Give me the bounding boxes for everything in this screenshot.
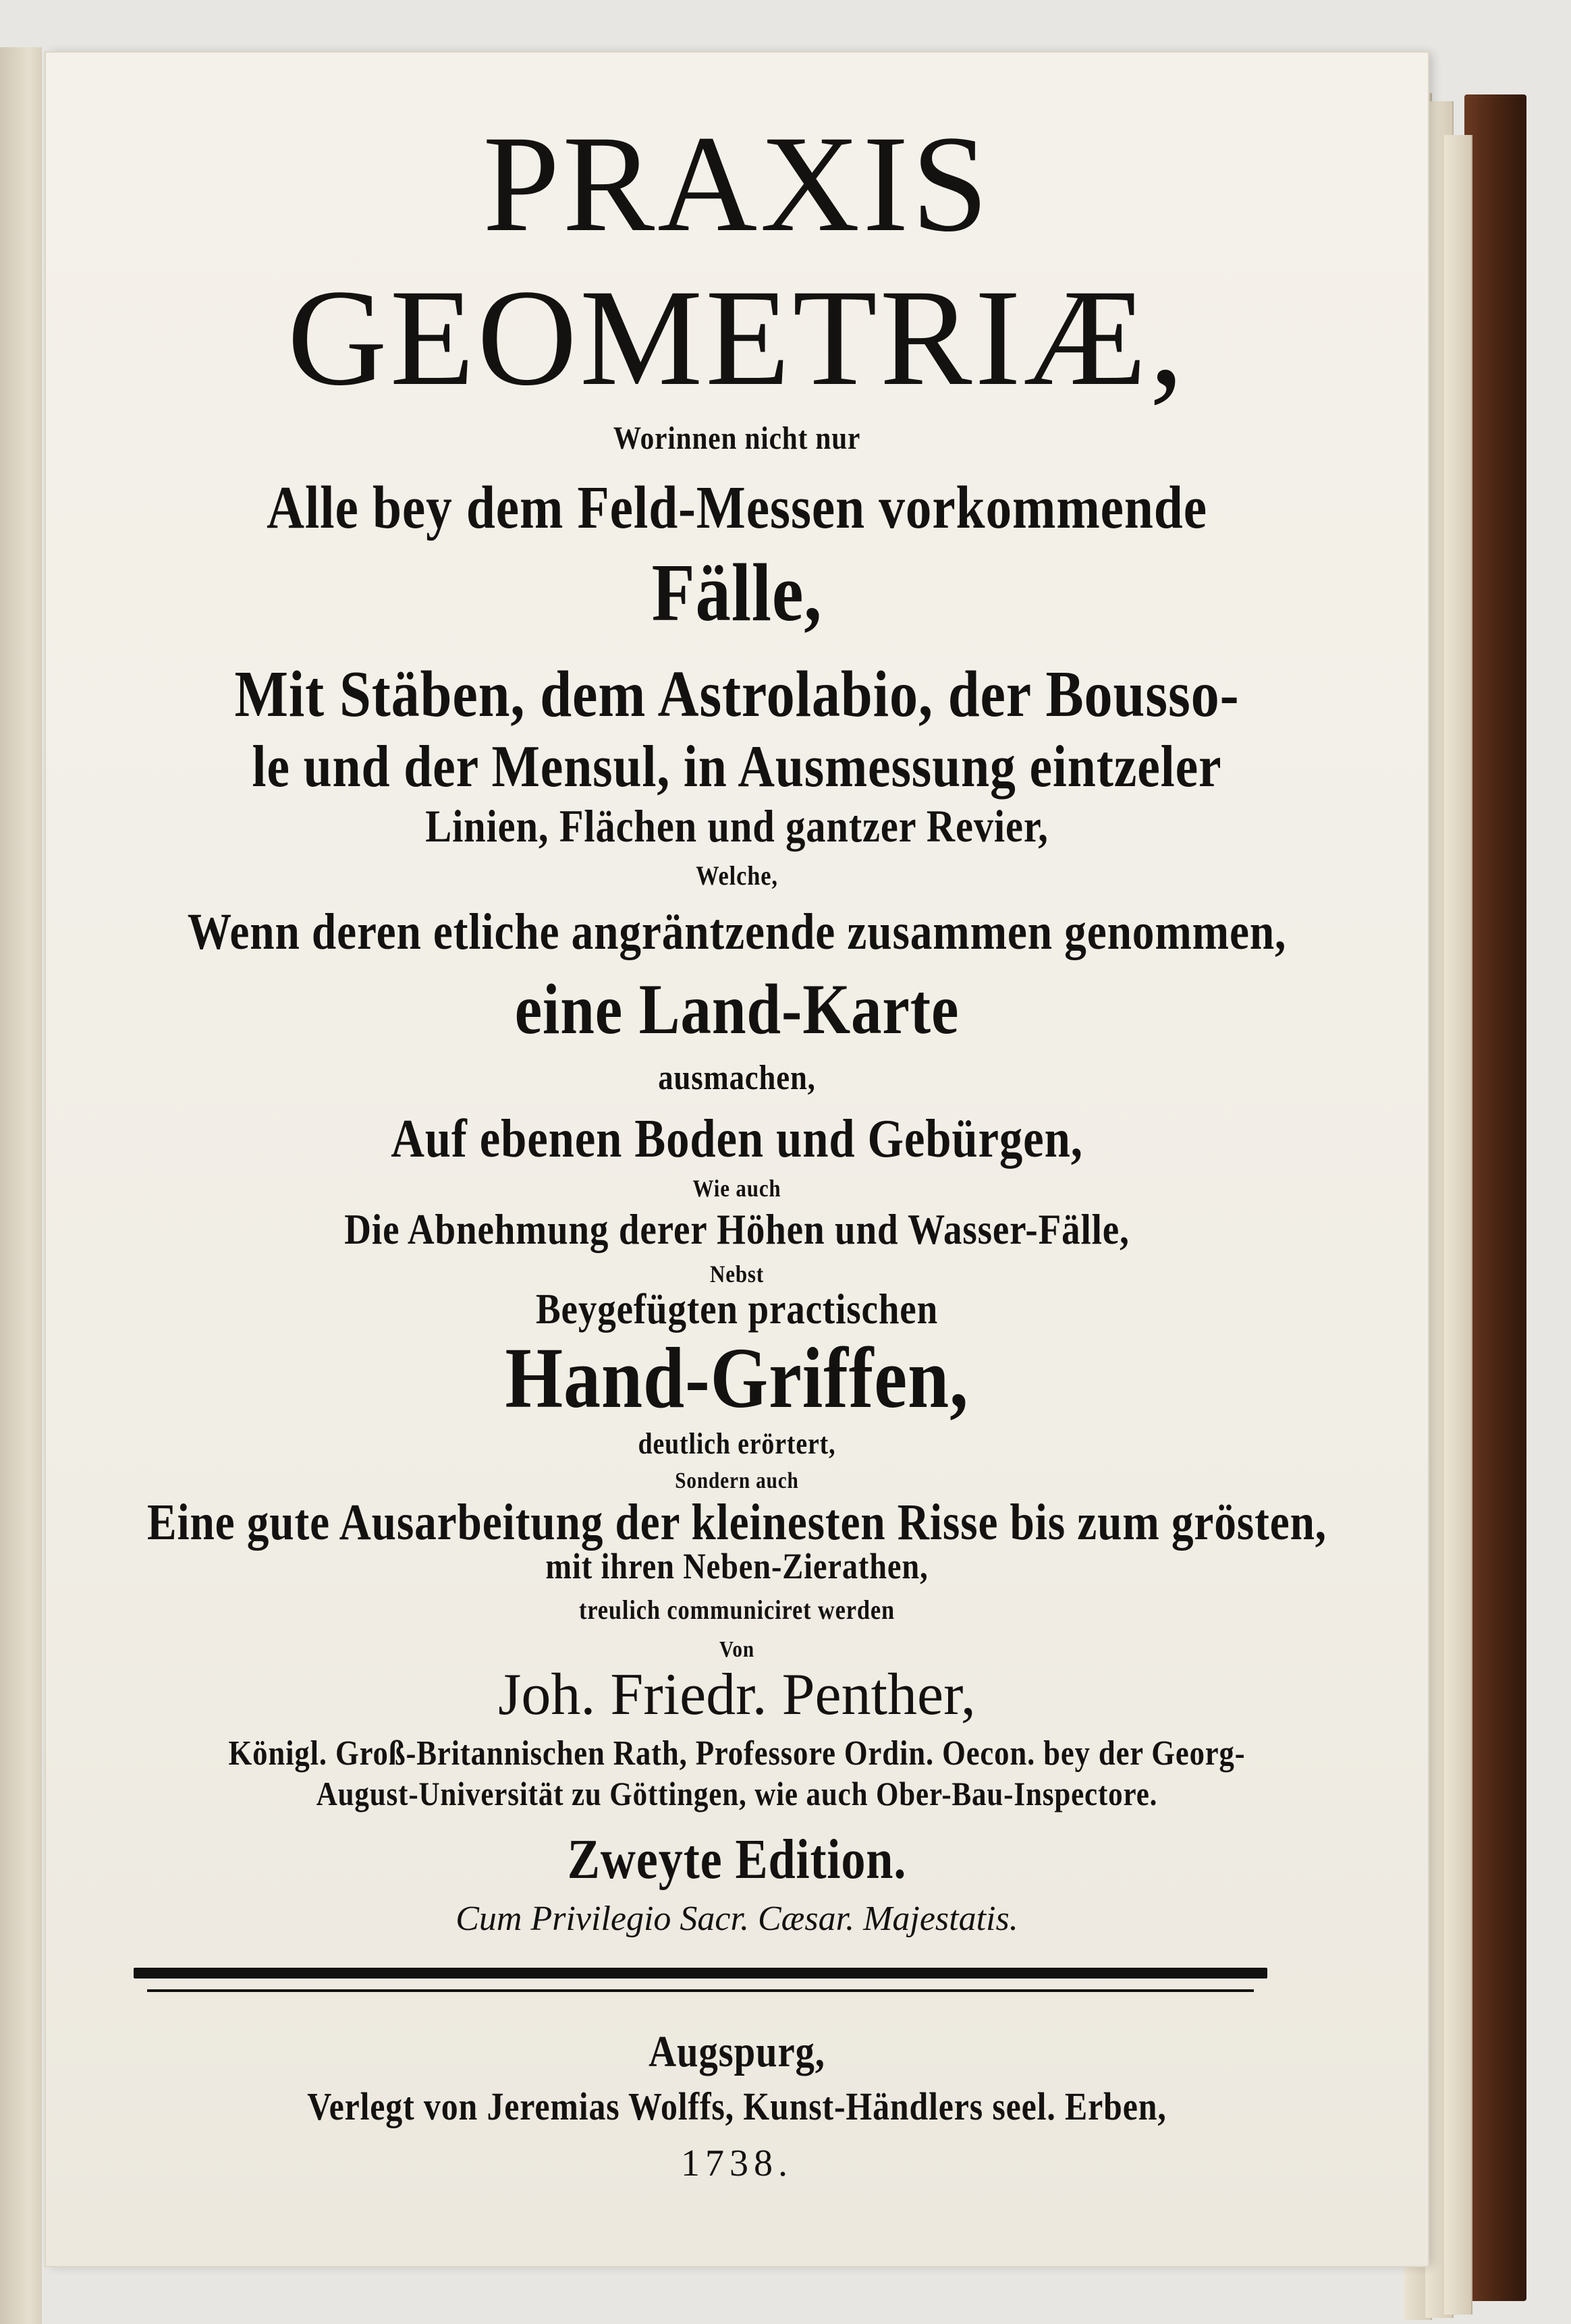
text-treulich: treulich communiciret werden	[578, 1595, 895, 1625]
edition: Zweyte Edition.	[567, 1828, 907, 1891]
text-wie-auch: Wie auch	[692, 1175, 781, 1202]
text-beygefuegten: Beygefügten practischen	[535, 1285, 939, 1333]
author-title-2: August-Universität zu Göttingen, wie auch Ober-Bau-Inspectore.	[316, 1775, 1158, 1813]
text-alle-bey: Alle bey dem Feld-Messen vorkommende	[267, 474, 1207, 541]
thin-rule	[147, 1989, 1254, 1992]
title-page	[46, 53, 1428, 2266]
text-nebst: Nebst	[710, 1261, 764, 1288]
text-wenn-deren: Wenn deren etliche angräntzende zusammen genommen,	[187, 904, 1287, 960]
text-sondern: Sondern auch	[675, 1468, 799, 1493]
text-faelle: Fälle,	[651, 547, 823, 638]
text-hand-griffen: Hand-Griffen,	[505, 1330, 969, 1426]
imprint-place: Augspurg,	[649, 2027, 825, 2076]
text-abnehmung: Die Abnehmung derer Höhen und Wasser-Fälle,	[344, 1205, 1130, 1253]
text-land-karte: eine Land-Karte	[514, 970, 960, 1049]
text-worinnen: Worinnen nicht nur	[613, 420, 861, 456]
author-name: Joh. Friedr. Penther,	[498, 1662, 976, 1727]
title-line-praxis: PRAXIS	[483, 107, 991, 260]
book-cover-edge	[1464, 94, 1526, 2301]
imprint-publisher: Verlegt von Jeremias Wolffs, Kunst-Händlers seel. Erben,	[307, 2084, 1167, 2128]
left-facing-page-edge	[0, 47, 42, 2324]
imprint-year: 1738.	[681, 2142, 793, 2184]
text-von: Von	[719, 1637, 754, 1662]
text-eine-gute: Eine gute Ausarbeitung der kleinesten Risse bis zum grösten,	[146, 1494, 1327, 1551]
text-welche: Welche,	[696, 860, 778, 891]
title-line-geometriae: GEOMETRIÆ,	[287, 261, 1187, 414]
page-stack-edge	[1444, 135, 1472, 2315]
text-neben-zierathen: mit ihren Neben-Zierathen,	[545, 1546, 929, 1586]
privilege: Cum Privilegio Sacr. Cæsar. Majestatis.	[456, 1900, 1018, 1938]
text-le-und: le und der Mensul, in Ausmessung eintzeler	[252, 734, 1222, 800]
text-linien: Linien, Flächen und gantzer Revier,	[425, 800, 1049, 852]
text-ausmachen: ausmachen,	[658, 1059, 816, 1097]
text-mit-staeben: Mit Stäben, dem Astrolabio, der Bousso-	[234, 658, 1240, 731]
text-auf-ebenen: Auf ebenen Boden und Gebürgen,	[391, 1109, 1083, 1169]
author-title-1: Königl. Groß-Britannischen Rath, Professore Ordin. Oecon. bey der Georg-	[228, 1734, 1246, 1773]
heavy-rule	[134, 1968, 1267, 1979]
text-deutlich: deutlich erörtert,	[638, 1427, 836, 1460]
